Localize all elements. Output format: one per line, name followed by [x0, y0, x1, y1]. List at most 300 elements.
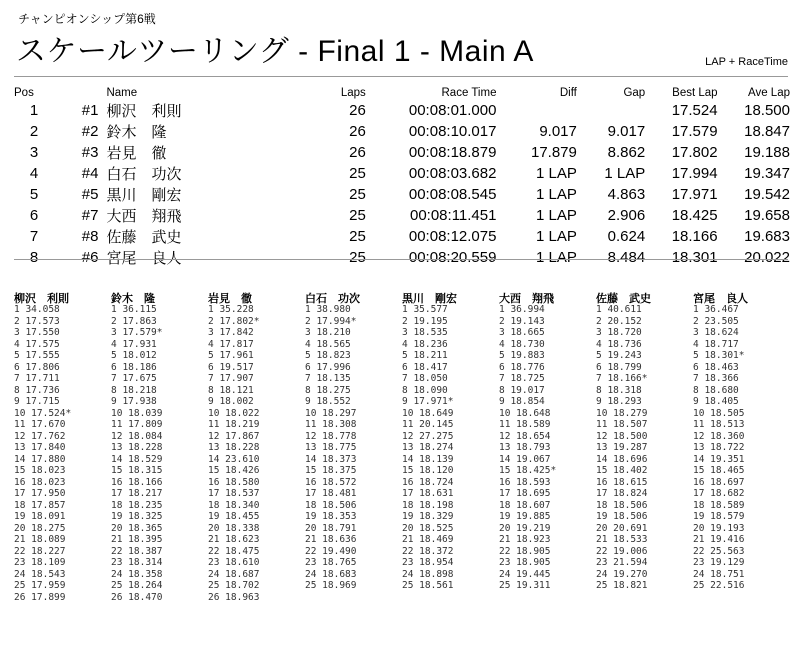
results-cell-pos: 8 — [29, 249, 39, 266]
lap-time: 4 17.817 — [208, 338, 254, 350]
lap-time: 24 19.270 — [596, 568, 648, 580]
lap-time: 12 17.867 — [208, 430, 260, 442]
lap-time: 12 18.500 — [596, 430, 648, 442]
lap-time: 11 18.513 — [693, 419, 745, 430]
lap-time: 21 18.089 — [14, 534, 66, 545]
lap-time: 15 18.426 — [208, 465, 260, 476]
lap-time: 15 18.402 — [596, 465, 648, 476]
lap-time: 23 18.610 — [208, 557, 260, 568]
lap-time: 3 18.665 — [499, 327, 545, 338]
lap-time: 10 18.039 — [111, 407, 163, 419]
results-cell-laps: 26 — [349, 144, 366, 161]
lap-time: 24 18.898 — [402, 568, 454, 580]
lap-time: 23 18.314 — [111, 557, 163, 568]
lap-time: 1 34.058 — [14, 304, 60, 315]
results-table — [14, 86, 790, 268]
lap-time: 24 19.445 — [499, 568, 551, 580]
results-cell-gap — [577, 100, 645, 121]
lap-time: 18 18.506 — [305, 499, 357, 511]
results-cell-best: 18.166 — [671, 228, 718, 245]
lap-time: 10 18.297 — [305, 407, 357, 419]
lap-time: 21 18.533 — [596, 534, 648, 545]
lap-time: 23 19.129 — [693, 557, 745, 568]
lap-time: 6 17.806 — [14, 361, 60, 373]
lap-time: 13 18.228 — [208, 442, 260, 453]
lap-time: 8 18.275 — [305, 384, 351, 396]
results-cell-time: 00:08:01.000 — [408, 102, 497, 119]
lap-time: 15 18.120 — [402, 465, 454, 476]
lap-time: 4 18.565 — [305, 338, 351, 350]
lap-time: 17 18.481 — [305, 488, 357, 499]
lap-time: 22 18.372 — [402, 545, 454, 557]
results-cell-ave: 19.188 — [744, 144, 790, 161]
lap-time: 7 18.135 — [305, 373, 351, 384]
lap-time: 8 18.680 — [693, 384, 739, 396]
results-cell-time: 00:08:11.451 — [409, 207, 497, 224]
lap-time: 4 18.717 — [693, 338, 739, 350]
header-race-time: Race Time — [441, 87, 497, 99]
lap-time: 3 18.535 — [402, 327, 448, 338]
results-row — [14, 247, 790, 268]
results-row — [14, 205, 790, 226]
results-cell-time: 00:08:12.075 — [408, 228, 497, 245]
lap-time: 10 18.022 — [208, 407, 260, 419]
lap-list — [305, 304, 402, 592]
lap-time: 8 18.121 — [208, 384, 254, 396]
lap-time: 19 18.329 — [402, 511, 454, 522]
results-cell-name: 岩見 徹 — [106, 145, 167, 162]
lap-time: 25 18.561 — [402, 580, 454, 591]
lap-time: 12 27.275 — [402, 430, 454, 442]
lap-time: 12 18.360 — [693, 430, 745, 442]
lap-time: 23 18.109 — [14, 557, 66, 568]
lap-time: 25 18.821 — [596, 580, 648, 591]
results-cell-best: 17.524 — [671, 102, 718, 119]
results-row — [14, 121, 790, 142]
header-num — [54, 86, 106, 100]
results-cell-time: 00:08:18.879 — [408, 144, 497, 161]
results-cell-pos: 6 — [29, 207, 39, 224]
lap-time: 12 17.762 — [14, 430, 66, 442]
lap-time: 21 18.469 — [402, 534, 454, 545]
lap-time: 10 18.279 — [596, 407, 648, 419]
lap-time: 4 18.736 — [596, 338, 642, 350]
lap-time: 6 18.417 — [402, 361, 448, 373]
lap-time: 7 17.675 — [111, 373, 157, 384]
lap-time: 24 18.687 — [208, 568, 260, 580]
driver-lap-column — [402, 290, 499, 603]
results-cell-gap: 2.906 — [607, 207, 646, 224]
lap-time: 24 18.683 — [305, 568, 357, 580]
results-cell-num: #7 — [81, 207, 99, 224]
results-cell-laps: 25 — [349, 249, 366, 266]
lap-time: 16 18.572 — [305, 476, 357, 488]
lap-time: 2 23.505 — [693, 315, 739, 327]
lap-time: 13 17.840 — [14, 442, 66, 453]
lap-time: 24 18.751 — [693, 568, 745, 580]
lap-time: 25 18.264 — [111, 580, 163, 591]
results-cell-pos: 5 — [29, 186, 39, 203]
lap-time: 3 18.624 — [693, 327, 739, 338]
lap-time: 14 19.351 — [693, 453, 745, 465]
lap-time: 9 18.293 — [596, 396, 642, 407]
lap-time: 16 18.615 — [596, 476, 648, 488]
lap-time: 15 18.023 — [14, 465, 66, 476]
lap-time: 17 18.682 — [693, 488, 745, 499]
lap-time: 18 17.857 — [14, 499, 66, 511]
driver-lap-column — [111, 290, 208, 603]
results-cell-time: 00:08:10.017 — [408, 123, 497, 140]
lap-time: 5 18.823 — [305, 350, 351, 361]
lap-time: 14 19.067 — [499, 453, 551, 465]
lap-time: 7 18.050 — [402, 373, 448, 384]
lap-time: 3 17.550 — [14, 327, 60, 338]
results-cell-diff: 17.879 — [530, 144, 577, 161]
lap-time: 13 18.228 — [111, 442, 163, 453]
results-cell-gap: 0.624 — [607, 228, 646, 245]
lap-time: 19 18.091 — [14, 511, 66, 522]
lap-time: 3 17.579* — [111, 327, 163, 338]
lap-time: 26 18.470 — [111, 591, 163, 603]
lap-time: 8 19.017 — [499, 384, 545, 396]
lap-time: 10 17.524* — [14, 407, 72, 419]
lap-time: 5 17.555 — [14, 350, 60, 361]
results-cell-diff: 9.017 — [539, 123, 577, 140]
lap-time: 24 18.358 — [111, 568, 163, 580]
lap-time: 22 19.006 — [596, 545, 648, 557]
lap-time: 5 18.301* — [693, 350, 745, 361]
lap-time: 13 18.793 — [499, 442, 551, 453]
results-cell-best: 17.579 — [671, 123, 718, 140]
driver-name: 岩見 徹 — [208, 293, 252, 305]
results-cell-num: #1 — [81, 102, 99, 119]
results-cell-gap: 9.017 — [607, 123, 646, 140]
lap-time: 1 35.577 — [402, 304, 448, 315]
lap-time: 24 18.543 — [14, 568, 66, 580]
lap-time: 25 17.959 — [14, 580, 66, 591]
results-cell-name: 宮尾 良人 — [106, 250, 182, 267]
results-cell-num: #6 — [81, 249, 99, 266]
results-cell-ave: 19.683 — [744, 228, 790, 245]
lap-time: 14 18.139 — [402, 453, 454, 465]
results-cell-num: #8 — [81, 228, 99, 245]
lap-time: 26 18.963 — [208, 591, 260, 603]
results-cell-diff: 1 LAP — [536, 207, 577, 224]
results-cell-laps: 26 — [349, 102, 366, 119]
results-cell-diff: 1 LAP — [536, 249, 577, 266]
lap-time: 23 18.905 — [499, 557, 551, 568]
header-best-lap: Best Lap — [672, 87, 718, 99]
header-name: Name — [106, 87, 138, 99]
results-cell-laps: 25 — [349, 186, 366, 203]
lap-time: 1 36.467 — [693, 304, 739, 315]
lap-time: 21 18.923 — [499, 534, 551, 545]
lap-time: 2 19.143 — [499, 315, 545, 327]
results-cell-best: 18.301 — [671, 249, 718, 266]
results-cell-laps: 25 — [349, 207, 366, 224]
lap-time: 1 35.228 — [208, 304, 254, 315]
results-row — [14, 142, 790, 163]
lap-time: 14 18.696 — [596, 453, 648, 465]
results-cell-time: 00:08:03.682 — [408, 165, 497, 182]
lap-time: 7 17.711 — [14, 373, 60, 384]
lap-time: 2 17.802* — [208, 315, 260, 327]
lap-time: 6 18.799 — [596, 361, 642, 373]
results-cell-gap: 8.862 — [607, 144, 646, 161]
lap-time: 21 19.416 — [693, 534, 745, 545]
results-row — [14, 100, 790, 121]
lap-time: 9 17.938 — [111, 396, 157, 407]
lap-time: 20 18.525 — [402, 522, 454, 534]
lap-time: 22 18.227 — [14, 545, 66, 557]
lap-time: 20 18.365 — [111, 522, 163, 534]
results-cell-laps: 26 — [349, 123, 366, 140]
lap-time: 12 18.778 — [305, 430, 357, 442]
results-cell-laps: 25 — [349, 228, 366, 245]
lap-time: 14 17.880 — [14, 453, 66, 465]
lap-time: 13 18.775 — [305, 442, 357, 453]
driver-lap-column — [208, 290, 305, 603]
lap-time: 11 20.145 — [402, 419, 454, 430]
lap-list — [208, 304, 305, 603]
header-laps: Laps — [340, 87, 366, 99]
results-cell-num: #4 — [81, 165, 99, 182]
lap-time: 18 18.198 — [402, 499, 454, 511]
lap-time: 9 18.405 — [693, 396, 739, 407]
results-cell-pos: 2 — [29, 123, 39, 140]
driver-lap-column — [693, 290, 790, 603]
results-cell-pos: 1 — [29, 102, 39, 119]
results-cell-best: 17.802 — [671, 144, 718, 161]
driver-lap-column — [14, 290, 111, 603]
lap-time: 23 18.954 — [402, 557, 454, 568]
lap-time: 12 18.654 — [499, 430, 551, 442]
lap-time: 13 18.722 — [693, 442, 745, 453]
lap-time: 9 18.552 — [305, 396, 351, 407]
lap-time: 5 18.211 — [402, 350, 448, 361]
results-cell-gap: 4.863 — [607, 186, 646, 203]
driver-name: 黒川 剛宏 — [402, 293, 457, 305]
lap-time: 11 18.507 — [596, 419, 648, 430]
lap-time: 18 18.607 — [499, 499, 551, 511]
driver-lap-column — [305, 290, 402, 603]
results-cell-diff: 1 LAP — [536, 186, 577, 203]
lap-time: 4 18.236 — [402, 338, 448, 350]
lap-time: 18 18.506 — [596, 499, 648, 511]
results-cell-name: 黒川 剛宏 — [106, 187, 182, 204]
lap-time: 20 19.193 — [693, 522, 745, 534]
lap-time: 18 18.235 — [111, 499, 163, 511]
lap-time: 20 18.275 — [14, 522, 66, 534]
lap-time: 18 18.589 — [693, 499, 745, 511]
results-cell-laps: 25 — [349, 165, 366, 182]
lap-time: 14 23.610 — [208, 453, 260, 465]
lap-time: 22 18.387 — [111, 545, 163, 557]
lap-time: 19 18.325 — [111, 511, 163, 522]
lap-time: 2 19.195 — [402, 315, 448, 327]
lap-time: 2 17.863 — [111, 315, 157, 327]
lap-time: 19 18.455 — [208, 511, 260, 522]
lap-time: 8 18.218 — [111, 384, 157, 396]
results-cell-ave: 19.658 — [744, 207, 790, 224]
lap-time: 16 18.593 — [499, 476, 551, 488]
lap-time: 9 17.971* — [402, 396, 454, 407]
header-ave-lap: Ave Lap — [748, 87, 790, 99]
results-row — [14, 226, 790, 247]
lap-time: 6 17.996 — [305, 361, 351, 373]
lap-time: 11 18.589 — [499, 419, 551, 430]
lap-time: 17 17.950 — [14, 488, 66, 499]
lap-time: 3 18.210 — [305, 327, 351, 338]
event-subtitle: チャンピオンシップ第6戦 — [18, 12, 156, 26]
lap-time: 11 18.308 — [305, 419, 357, 430]
lap-time: 22 19.490 — [305, 545, 357, 557]
lap-time: 19 19.885 — [499, 511, 551, 522]
results-cell-diff: 1 LAP — [536, 228, 577, 245]
driver-name: 鈴木 隆 — [111, 293, 155, 305]
lap-time: 5 18.012 — [111, 350, 157, 361]
results-cell-pos: 4 — [29, 165, 39, 182]
results-cell-gap: 1 LAP — [604, 165, 646, 182]
lap-time: 20 18.338 — [208, 522, 260, 534]
results-cell-num: #2 — [81, 123, 99, 140]
lap-time: 7 17.907 — [208, 373, 254, 384]
results-cell-name: 柳沢 利則 — [106, 103, 182, 120]
lap-time: 5 19.243 — [596, 350, 642, 361]
lap-time: 19 18.506 — [596, 511, 648, 522]
lap-time: 10 18.648 — [499, 407, 551, 419]
lap-time: 22 25.563 — [693, 545, 745, 557]
results-cell-best: 18.425 — [671, 207, 718, 224]
driver-name: 大西 翔飛 — [499, 293, 554, 305]
lap-time: 2 17.994* — [305, 315, 357, 327]
lap-time: 2 20.152 — [596, 315, 642, 327]
lap-time: 13 18.274 — [402, 442, 454, 453]
lap-time: 19 18.353 — [305, 511, 357, 522]
lap-time: 14 18.373 — [305, 453, 357, 465]
lap-time: 16 18.166 — [111, 476, 163, 488]
lap-time: 9 17.715 — [14, 396, 60, 407]
lap-time: 6 18.463 — [693, 361, 739, 373]
lap-time: 15 18.315 — [111, 465, 163, 476]
lap-time: 14 18.529 — [111, 453, 163, 465]
lap-time: 9 18.854 — [499, 396, 545, 407]
lap-time: 17 18.695 — [499, 488, 551, 499]
lap-list — [693, 304, 790, 592]
results-cell-best: 17.994 — [671, 165, 718, 182]
lap-time: 11 18.219 — [208, 419, 260, 430]
lap-time: 25 18.702 — [208, 580, 260, 591]
lap-time: 17 18.824 — [596, 488, 648, 499]
lap-time: 9 18.002 — [208, 396, 254, 407]
lap-time: 8 18.090 — [402, 384, 448, 396]
results-cell-ave: 19.542 — [744, 186, 790, 203]
lap-time: 10 18.649 — [402, 407, 454, 419]
lap-time: 19 18.579 — [693, 511, 745, 522]
lap-time: 23 18.765 — [305, 557, 357, 568]
driver-lap-column — [596, 290, 693, 603]
results-row — [14, 184, 790, 205]
lap-time: 11 17.670 — [14, 419, 66, 430]
lap-time: 10 18.505 — [693, 407, 745, 419]
results-cell-ave: 19.347 — [744, 165, 790, 182]
results-header-row — [14, 86, 790, 100]
lap-time: 20 19.219 — [499, 522, 551, 534]
results-cell-gap: 8.484 — [607, 249, 646, 266]
results-cell-time: 00:08:08.545 — [408, 186, 497, 203]
driver-name: 佐藤 武史 — [596, 293, 651, 305]
lap-time: 17 18.631 — [402, 488, 454, 499]
lap-time: 1 36.115 — [111, 304, 157, 315]
lap-time: 22 18.475 — [208, 545, 260, 557]
lap-time: 20 20.691 — [596, 522, 648, 534]
results-cell-ave: 20.022 — [744, 249, 790, 266]
lap-time: 25 22.516 — [693, 580, 745, 591]
lap-list — [402, 304, 499, 592]
lap-time: 15 18.465 — [693, 465, 745, 476]
lap-time: 26 17.899 — [14, 591, 66, 603]
lap-time: 22 18.905 — [499, 545, 551, 557]
lap-time: 16 18.697 — [693, 476, 745, 488]
lap-time: 2 17.573 — [14, 315, 60, 327]
lap-time: 13 19.287 — [596, 442, 648, 453]
lap-time: 17 18.217 — [111, 488, 163, 499]
header-gap: Gap — [623, 87, 646, 99]
results-row — [14, 163, 790, 184]
lap-time: 16 18.023 — [14, 476, 66, 488]
lap-time: 15 18.375 — [305, 465, 357, 476]
lap-time: 21 18.623 — [208, 534, 260, 545]
lap-time: 25 18.969 — [305, 580, 357, 591]
lap-list — [499, 304, 596, 592]
lap-time: 11 17.809 — [111, 419, 163, 430]
lap-times-section — [14, 290, 790, 603]
lap-time: 17 18.537 — [208, 488, 260, 499]
driver-lap-column — [499, 290, 596, 603]
lap-time: 7 18.366 — [693, 373, 739, 384]
lap-time: 15 18.425* — [499, 465, 557, 476]
lap-time: 3 18.720 — [596, 327, 642, 338]
results-cell-diff: 1 LAP — [536, 165, 577, 182]
lap-time: 21 18.636 — [305, 534, 357, 545]
lap-time: 23 21.594 — [596, 557, 648, 568]
lap-time: 16 18.580 — [208, 476, 260, 488]
page-title: スケールツーリング - Final 1 - Main A — [16, 35, 534, 68]
lap-time: 1 38.980 — [305, 304, 351, 315]
lap-time: 3 17.842 — [208, 327, 254, 338]
section-divider — [14, 259, 788, 260]
lap-time: 4 17.931 — [111, 338, 157, 350]
lap-time: 12 18.084 — [111, 430, 163, 442]
lap-time: 6 19.517 — [208, 361, 254, 373]
results-cell-ave: 18.847 — [744, 123, 790, 140]
lap-info-label: LAP + RaceTime — [705, 56, 788, 68]
header-diff: Diff — [559, 87, 577, 99]
lap-time: 18 18.340 — [208, 499, 260, 511]
lap-time: 8 18.318 — [596, 384, 642, 396]
lap-time: 20 18.791 — [305, 522, 357, 534]
results-cell-diff — [496, 100, 576, 121]
results-cell-name: 白石 功次 — [106, 166, 182, 183]
results-cell-name: 鈴木 隆 — [106, 124, 167, 141]
lap-list — [596, 304, 693, 592]
lap-time: 6 18.186 — [111, 361, 157, 373]
driver-name: 白石 功次 — [305, 293, 360, 305]
lap-time: 4 17.575 — [14, 338, 60, 350]
lap-time: 7 18.166* — [596, 373, 648, 384]
header-pos: Pos — [14, 87, 34, 99]
driver-name: 柳沢 利則 — [14, 293, 69, 305]
